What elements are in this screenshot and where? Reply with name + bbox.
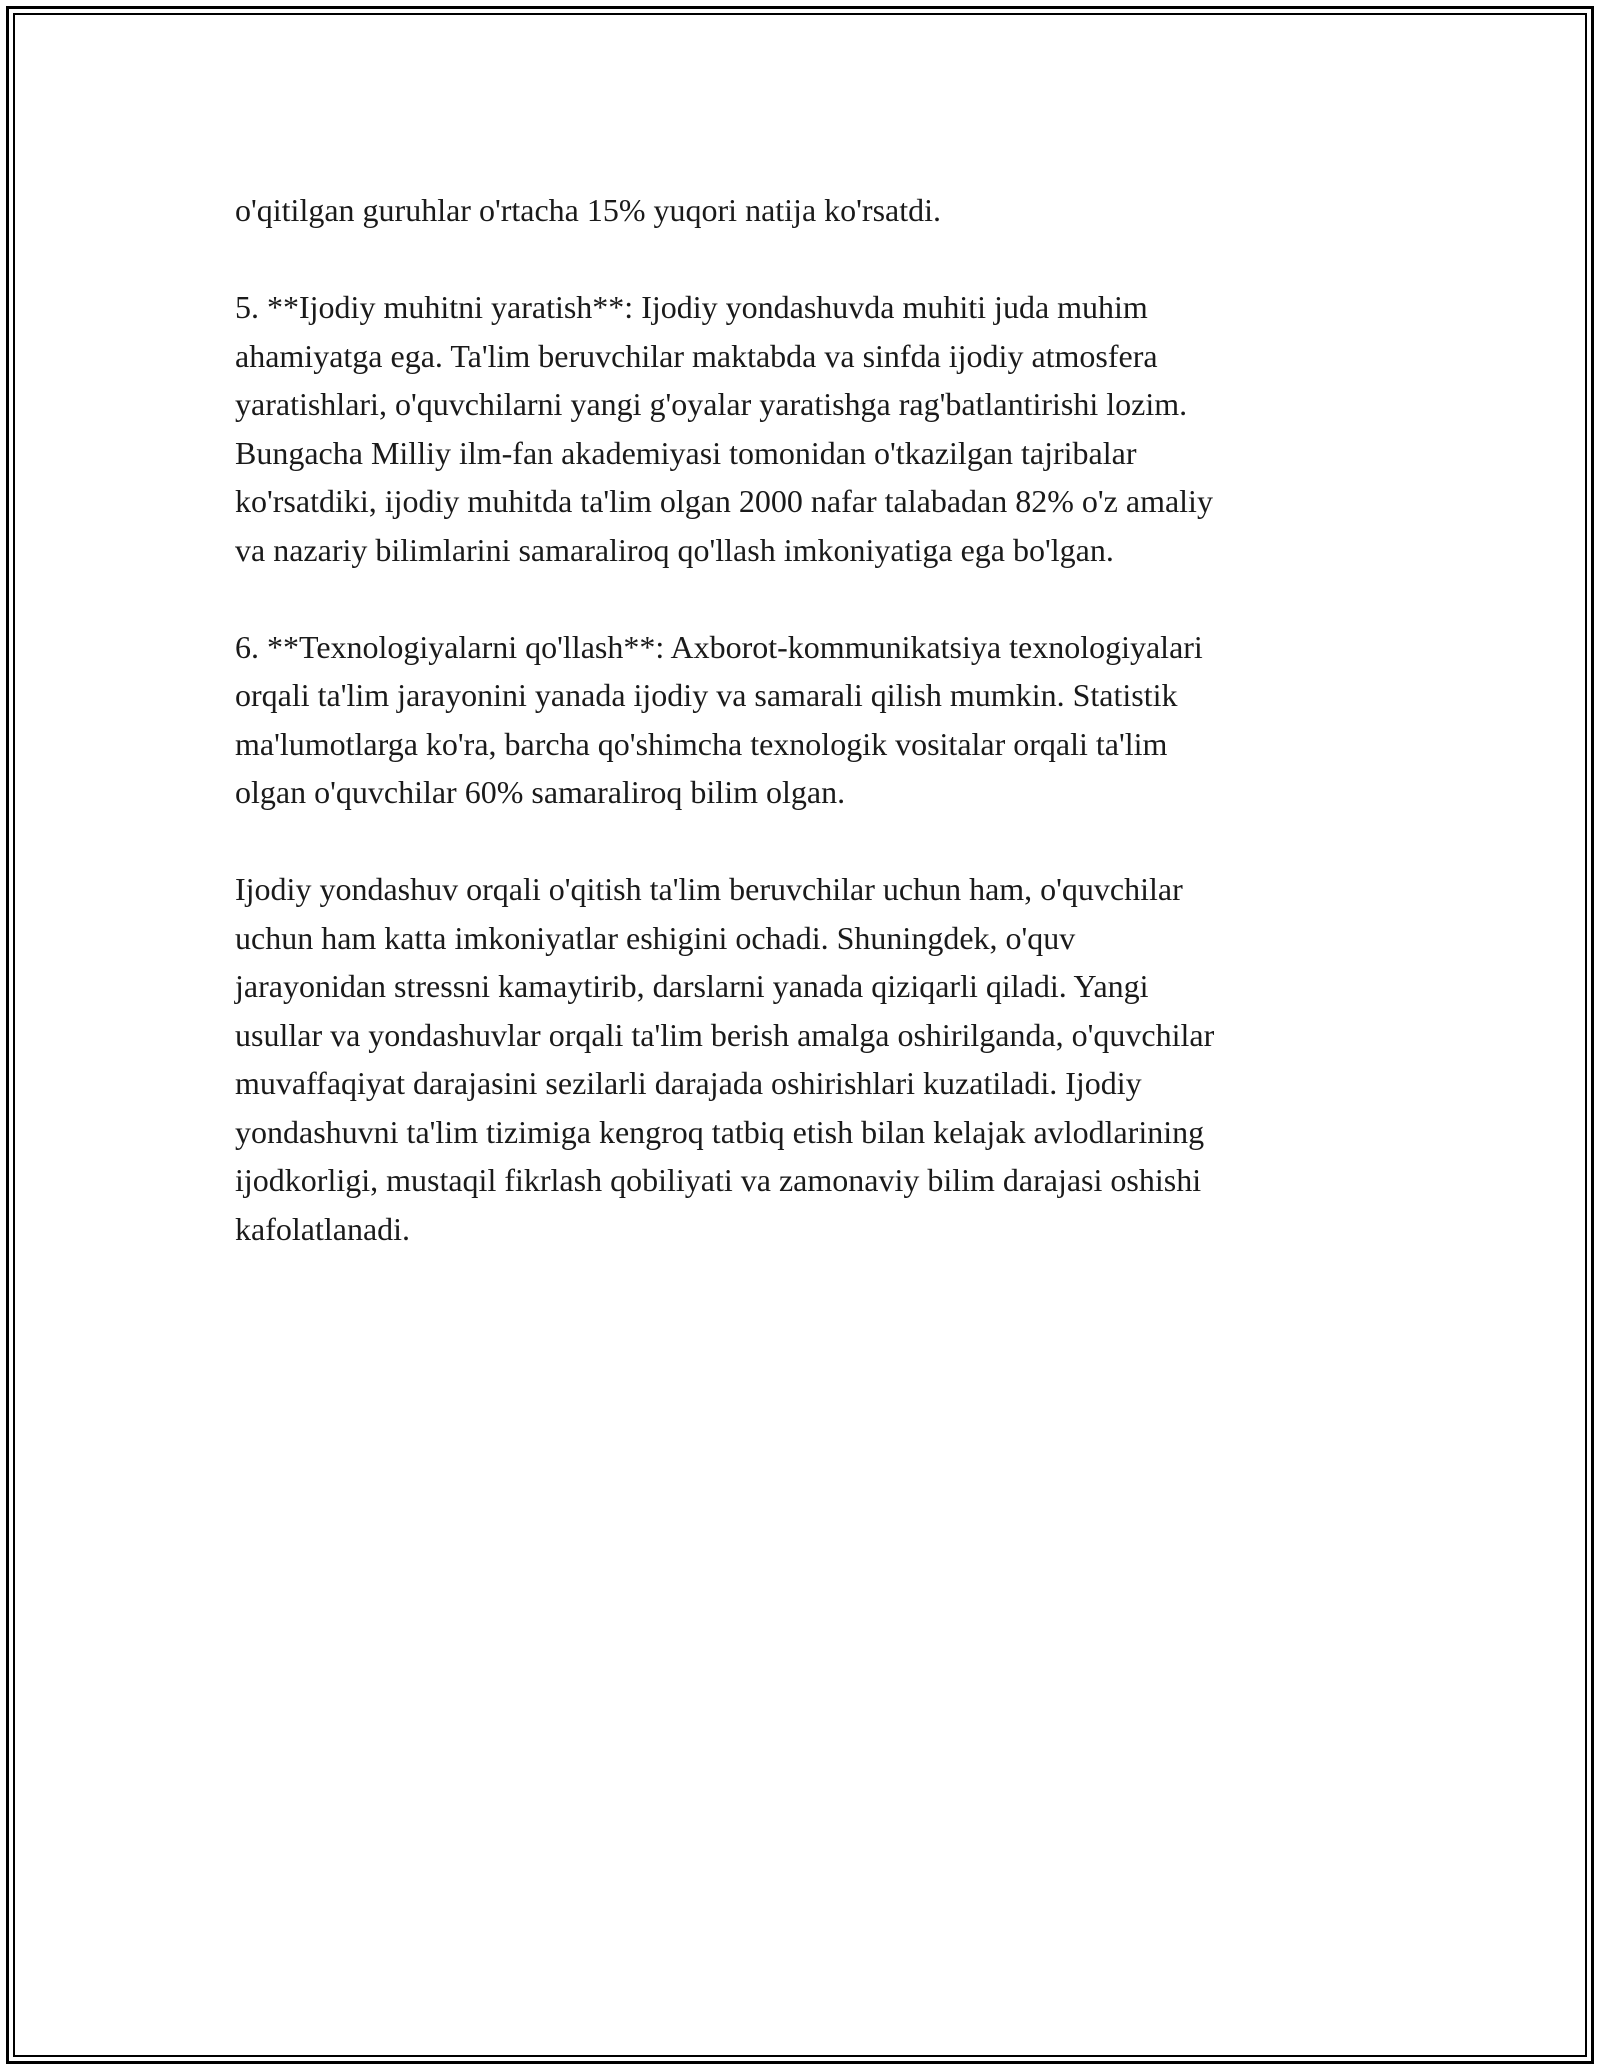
paragraph-conclusion: Ijodiy yondashuv orqali o'qitish ta'lim beruvchilar uchun ham, o'quvchilar uchun ham katta imkoniyatlar eshigini ochadi. Shuningdek, o'quv jarayonidan stressni kamaytirib, darslarni yanada qiziqarli qiladi. Yangi usullar va yondashuvlar orqali ta'lim berish amalga oshirilganda, o'quvchilar muvaffaqiyat darajasini sezilarli darajada oshirishlari kuzatiladi. Ijodiy yondashuvni ta'lim tizimiga kengroq tatbiq etish bilan kelajak avlodlarining ijodkorligi, mustaqil fikrlash qobiliyati va zamonaviy bilim darajasi oshishi kafolatlanadi. bbox=[235, 871, 1215, 1247]
paragraph-item-6: 6. **Texnologiyalarni qo'llash**: Axborot-kommunikatsiya texnologiyalari orqali ta'lim jarayonini yanada ijodiy va samarali qilish mumkin. Statistik ma'lumotlarga ko'ra, barcha qo'shimcha texnologik vositalar orqali ta'lim olgan o'quvchilar 60% samaraliroq bilim olgan. bbox=[235, 628, 1203, 810]
paragraph-item-5: 5. **Ijodiy muhitni yaratish**: Ijodiy yondashuvda muhiti juda muhim ahamiyatga ega. Ta'lim beruvchilar maktabda va sinfda ijodiy atmosfera yaratishlari, o'quvchilarni yangi g'oyalar yaratishga rag'batlantirishi lozim. Bungacha Milliy ilm-fan akademiyasi tomonidan o'tkazilgan tajribalar ko'rsatdiki, ijodiy muhitda ta'lim olgan 2000 nafar talabadan 82% o'z amaliy va nazariy bilimlarini samaraliroq qo'llash imkoniyatiga ega bo'lgan. bbox=[235, 289, 1213, 568]
paragraph-continuation: o'qitilgan guruhlar o'rtacha 15% yuqori natija ko'rsatdi. bbox=[235, 192, 941, 228]
document-body bbox=[235, 186, 1365, 1302]
